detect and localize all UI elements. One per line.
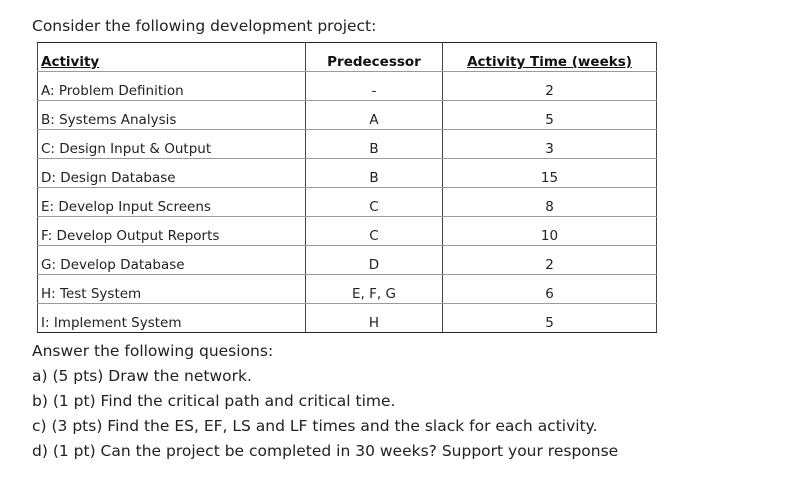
time-cell: 2 <box>443 246 657 275</box>
table-row <box>38 275 657 304</box>
questions-section <box>32 339 618 464</box>
question-item: a) (5 pts) Draw the network. <box>32 367 252 385</box>
questions-heading: Answer the following quesions: <box>32 342 274 360</box>
table-row <box>38 159 657 188</box>
activity-cell: H: Test System <box>38 275 306 304</box>
table-header-row <box>38 43 657 72</box>
activity-cell: E: Develop Input Screens <box>38 188 306 217</box>
question-item: c) (3 pts) Find the ES, EF, LS and LF times and the slack for each activity. <box>32 417 598 435</box>
time-cell: 5 <box>443 304 657 333</box>
predecessor-cell: C <box>306 217 443 246</box>
question-item: b) (1 pt) Find the critical path and critical time. <box>32 392 396 410</box>
activity-cell: I: Implement System <box>38 304 306 333</box>
predecessor-cell: D <box>306 246 443 275</box>
intro-text: Consider the following development project: <box>32 17 377 35</box>
activity-cell: F: Develop Output Reports <box>38 217 306 246</box>
predecessor-cell: B <box>306 130 443 159</box>
time-cell: 10 <box>443 217 657 246</box>
time-cell: 2 <box>443 72 657 101</box>
predecessor-cell: H <box>306 304 443 333</box>
activity-cell: A: Problem Definition <box>38 72 306 101</box>
activity-cell: B: Systems Analysis <box>38 101 306 130</box>
table-row <box>38 188 657 217</box>
table-row <box>38 246 657 275</box>
table-row <box>38 101 657 130</box>
predecessor-cell: A <box>306 101 443 130</box>
predecessor-cell: C <box>306 188 443 217</box>
header-activity: Activity <box>38 43 306 72</box>
predecessor-cell: - <box>306 72 443 101</box>
table-row <box>38 304 657 333</box>
time-cell: 8 <box>443 188 657 217</box>
time-cell: 6 <box>443 275 657 304</box>
predecessor-cell: B <box>306 159 443 188</box>
table-row <box>38 217 657 246</box>
time-cell: 5 <box>443 101 657 130</box>
table-row <box>38 130 657 159</box>
header-predecessor: Predecessor <box>306 43 443 72</box>
time-cell: 3 <box>443 130 657 159</box>
time-cell: 15 <box>443 159 657 188</box>
table-row <box>38 72 657 101</box>
activity-cell: D: Design Database <box>38 159 306 188</box>
header-activity-time: Activity Time (weeks) <box>443 43 657 72</box>
predecessor-cell: E, F, G <box>306 275 443 304</box>
activity-table <box>37 42 657 333</box>
question-item: d) (1 pt) Can the project be completed in 30 weeks? Support your response <box>32 442 619 460</box>
activity-cell: C: Design Input & Output <box>38 130 306 159</box>
activity-cell: G: Develop Database <box>38 246 306 275</box>
